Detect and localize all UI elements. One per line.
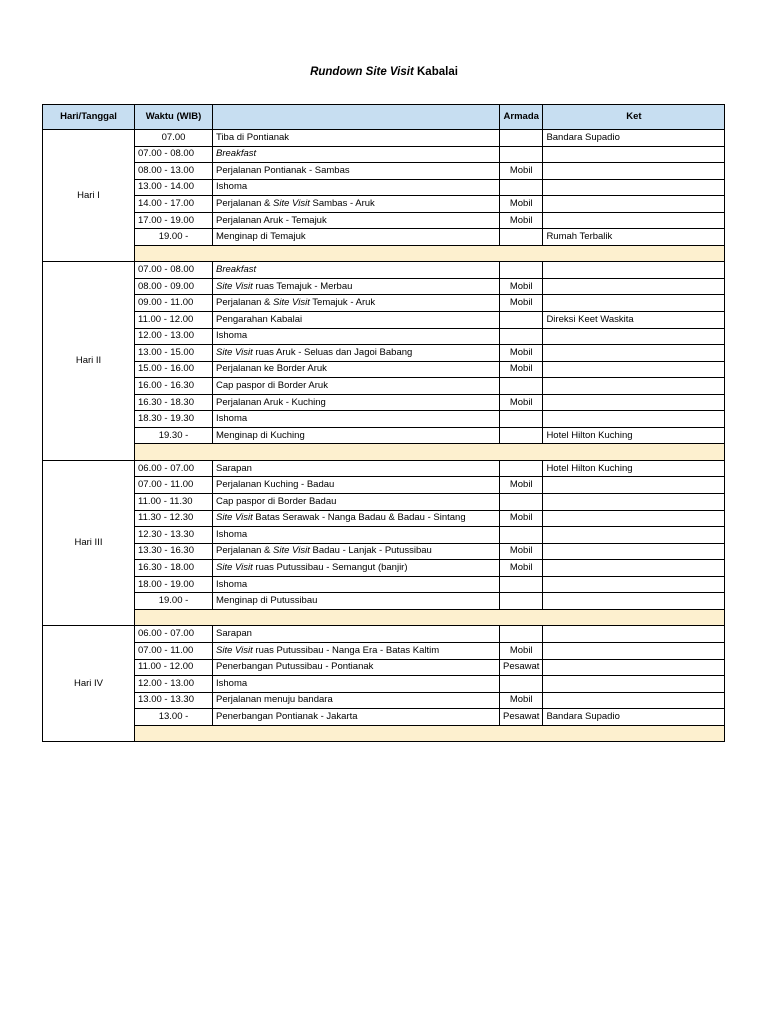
armada-cell (500, 411, 543, 428)
armada-cell (500, 494, 543, 511)
header-armada: Armada (500, 105, 543, 130)
ket-cell (543, 626, 725, 643)
ket-cell (543, 262, 725, 279)
time-cell: 14.00 - 17.00 (135, 196, 213, 213)
time-cell: 16.30 - 18.30 (135, 394, 213, 411)
armada-cell: Mobil (500, 295, 543, 312)
schedule-row (43, 411, 725, 428)
armada-cell: Mobil (500, 642, 543, 659)
schedule-row (43, 576, 725, 593)
activity-text: Perjalanan & (216, 197, 274, 209)
activity-cell (213, 560, 500, 577)
activity-text: Site Visit (273, 545, 310, 557)
ket-cell (543, 378, 725, 395)
time-cell: 08.00 - 13.00 (135, 163, 213, 180)
activity-text: Perjalanan & (216, 545, 274, 557)
schedule-row (43, 692, 725, 709)
ket-cell: Hotel Hilton Kuching (543, 460, 725, 477)
armada-cell: Mobil (500, 394, 543, 411)
activity-text: Site Visit (216, 280, 253, 292)
time-cell: 13.00 - 15.00 (135, 345, 213, 362)
ket-cell (543, 196, 725, 213)
activity-cell (213, 427, 500, 444)
activity-cell (213, 411, 500, 428)
activity-text: Ishoma (216, 413, 248, 425)
time-cell: 07.00 - 08.00 (135, 146, 213, 163)
header-row (43, 105, 725, 130)
time-cell: 06.00 - 07.00 (135, 626, 213, 643)
time-cell: 07.00 - 11.00 (135, 477, 213, 494)
armada-cell: Mobil (500, 510, 543, 527)
time-cell: 11.00 - 11.30 (135, 494, 213, 511)
armada-cell (500, 427, 543, 444)
time-cell: 19.30 - (135, 427, 213, 444)
time-cell: 18.00 - 19.00 (135, 576, 213, 593)
ket-cell: Bandara Supadio (543, 130, 725, 147)
activity-text: Breakfast (216, 148, 257, 160)
activity-text: Site Visit (216, 561, 253, 573)
ket-cell (543, 543, 725, 560)
activity-text: Site Visit (216, 346, 253, 358)
ket-cell (543, 163, 725, 180)
schedule-row (43, 494, 725, 511)
armada-cell (500, 593, 543, 610)
header-activity (213, 105, 500, 130)
activity-text: Ishoma (216, 677, 248, 689)
armada-cell (500, 146, 543, 163)
time-cell: 11.00 - 12.00 (135, 659, 213, 676)
time-cell: 06.00 - 07.00 (135, 460, 213, 477)
ket-cell: Hotel Hilton Kuching (543, 427, 725, 444)
activity-text: Perjalanan Aruk - Kuching (216, 396, 326, 408)
armada-cell (500, 576, 543, 593)
schedule-row (43, 312, 725, 329)
activity-text: Site Visit (273, 297, 310, 309)
activity-cell (213, 494, 500, 511)
activity-cell (213, 676, 500, 693)
armada-cell: Pesawat (500, 709, 543, 726)
armada-cell: Mobil (500, 560, 543, 577)
armada-cell (500, 378, 543, 395)
activity-cell (213, 196, 500, 213)
armada-cell: Mobil (500, 196, 543, 213)
activity-cell (213, 659, 500, 676)
armada-cell (500, 262, 543, 279)
day-separator-row (43, 725, 725, 742)
time-cell: 08.00 - 09.00 (135, 278, 213, 295)
header-day: Hari/Tanggal (43, 105, 135, 130)
time-cell: 11.30 - 12.30 (135, 510, 213, 527)
time-cell: 18.30 - 19.30 (135, 411, 213, 428)
time-cell: 16.30 - 18.00 (135, 560, 213, 577)
schedule-row (43, 427, 725, 444)
activity-cell (213, 510, 500, 527)
activity-text: Tiba di Pontianak (216, 131, 290, 143)
activity-text: Ishoma (216, 528, 248, 540)
activity-cell (213, 692, 500, 709)
schedule-row (43, 659, 725, 676)
activity-text: Ishoma (216, 181, 248, 193)
schedule-row (43, 394, 725, 411)
activity-cell (213, 179, 500, 196)
activity-cell (213, 361, 500, 378)
activity-cell (213, 278, 500, 295)
schedule-row (43, 361, 725, 378)
day-label: Hari III (43, 460, 135, 625)
ket-cell (543, 560, 725, 577)
ket-cell (543, 527, 725, 544)
armada-cell: Mobil (500, 361, 543, 378)
schedule-row (43, 593, 725, 610)
activity-cell (213, 593, 500, 610)
activity-text: Pengarahan Kabalai (216, 313, 303, 325)
day-separator (135, 609, 725, 626)
activity-text: Menginap di Kuching (216, 429, 305, 441)
schedule-row (43, 295, 725, 312)
time-cell: 15.00 - 16.00 (135, 361, 213, 378)
activity-cell (213, 626, 500, 643)
schedule-row (43, 527, 725, 544)
schedule-row (43, 676, 725, 693)
schedule-row (43, 709, 725, 726)
activity-cell (213, 212, 500, 229)
schedule-row (43, 130, 725, 147)
day-separator (135, 725, 725, 742)
day-label: Hari IV (43, 626, 135, 742)
schedule-row (43, 163, 725, 180)
activity-cell (213, 394, 500, 411)
schedule-row (43, 560, 725, 577)
ket-cell (543, 146, 725, 163)
armada-cell (500, 527, 543, 544)
time-cell: 07.00 - 11.00 (135, 642, 213, 659)
activity-text: Perjalanan Aruk - Temajuk (216, 214, 327, 226)
activity-cell (213, 576, 500, 593)
schedule-row (43, 146, 725, 163)
schedule-row (43, 460, 725, 477)
schedule-row (43, 196, 725, 213)
activity-text: Perjalanan Pontianak - Sambas (216, 164, 350, 176)
header-time: Waktu (WIB) (135, 105, 213, 130)
armada-cell: Mobil (500, 278, 543, 295)
time-cell: 13.00 - 14.00 (135, 179, 213, 196)
schedule-row (43, 179, 725, 196)
ket-cell: Direksi Keet Waskita (543, 312, 725, 329)
time-cell: 19.00 - (135, 229, 213, 246)
ket-cell (543, 642, 725, 659)
activity-text: Sambas - Aruk (309, 197, 375, 209)
armada-cell: Mobil (500, 477, 543, 494)
day-separator-row (43, 609, 725, 626)
ket-cell (543, 345, 725, 362)
time-cell: 16.00 - 16.30 (135, 378, 213, 395)
schedule-row (43, 262, 725, 279)
page-title (0, 66, 768, 78)
header-ket: Ket (543, 105, 725, 130)
activity-text: Menginap di Putussibau (216, 595, 318, 607)
activity-cell (213, 146, 500, 163)
activity-text: Perjalanan & (216, 297, 274, 309)
time-cell: 13.00 - (135, 709, 213, 726)
activity-text: Sarapan (216, 628, 252, 640)
activity-text: Site Visit (216, 644, 253, 656)
time-cell: 12.00 - 13.00 (135, 328, 213, 345)
armada-cell: Mobil (500, 212, 543, 229)
armada-cell (500, 130, 543, 147)
schedule-row (43, 543, 725, 560)
title-italic: Rundown Site Visit (310, 66, 414, 78)
activity-text: ruas Aruk - Seluas dan Jagoi Babang (252, 346, 413, 358)
time-cell: 07.00 - 08.00 (135, 262, 213, 279)
schedule-row (43, 212, 725, 229)
activity-text: Cap paspor di Border Badau (216, 495, 337, 507)
activity-text: Cap paspor di Border Aruk (216, 379, 328, 391)
activity-text: Ishoma (216, 330, 248, 342)
rundown-table (42, 104, 725, 742)
day-separator-row (43, 245, 725, 262)
time-cell: 12.00 - 13.00 (135, 676, 213, 693)
schedule-row (43, 477, 725, 494)
time-cell: 12.30 - 13.30 (135, 527, 213, 544)
armada-cell: Mobil (500, 345, 543, 362)
time-cell: 09.00 - 11.00 (135, 295, 213, 312)
activity-text: Badau - Lanjak - Putussibau (309, 545, 432, 557)
ket-cell (543, 328, 725, 345)
activity-text: Site Visit (216, 512, 253, 524)
activity-text: Perjalanan menuju bandara (216, 694, 333, 706)
activity-cell (213, 642, 500, 659)
day-label: Hari I (43, 130, 135, 262)
ket-cell (543, 659, 725, 676)
time-cell: 17.00 - 19.00 (135, 212, 213, 229)
armada-cell: Mobil (500, 163, 543, 180)
activity-text: ruas Putussibau - Nanga Era - Batas Kaltim (252, 644, 440, 656)
ket-cell (543, 576, 725, 593)
day-separator-row (43, 444, 725, 461)
day-label: Hari II (43, 262, 135, 461)
activity-text: Ishoma (216, 578, 248, 590)
schedule-row (43, 328, 725, 345)
activity-cell (213, 163, 500, 180)
ket-cell (543, 692, 725, 709)
day-separator (135, 444, 725, 461)
activity-text: Sarapan (216, 462, 252, 474)
activity-text: Perjalanan ke Border Aruk (216, 363, 327, 375)
activity-text: Site Visit (273, 197, 310, 209)
activity-cell (213, 295, 500, 312)
armada-cell (500, 328, 543, 345)
schedule-row (43, 345, 725, 362)
activity-cell (213, 477, 500, 494)
armada-cell: Mobil (500, 543, 543, 560)
time-cell: 19.00 - (135, 593, 213, 610)
activity-text: Breakfast (216, 264, 257, 276)
armada-cell (500, 229, 543, 246)
schedule-row (43, 510, 725, 527)
armada-cell (500, 312, 543, 329)
armada-cell (500, 460, 543, 477)
activity-cell (213, 229, 500, 246)
activity-cell (213, 130, 500, 147)
schedule-row (43, 378, 725, 395)
armada-cell (500, 626, 543, 643)
activity-cell (213, 345, 500, 362)
activity-text: Perjalanan Kuching - Badau (216, 479, 335, 491)
activity-text: ruas Putussibau - Semangut (banjir) (252, 561, 408, 573)
activity-text: Penerbangan Pontianak - Jakarta (216, 710, 358, 722)
ket-cell (543, 394, 725, 411)
ket-cell (543, 676, 725, 693)
day-separator (135, 245, 725, 262)
rundown-body (43, 130, 725, 742)
armada-cell: Mobil (500, 692, 543, 709)
activity-cell (213, 527, 500, 544)
activity-text: Batas Serawak - Nanga Badau & Badau - Sintang (252, 512, 466, 524)
activity-cell (213, 543, 500, 560)
activity-cell (213, 378, 500, 395)
ket-cell (543, 510, 725, 527)
time-cell: 11.00 - 12.00 (135, 312, 213, 329)
ket-cell: Rumah Terbalik (543, 229, 725, 246)
title-rest: Kabalai (417, 66, 458, 78)
schedule-row (43, 626, 725, 643)
ket-cell (543, 295, 725, 312)
ket-cell (543, 278, 725, 295)
ket-cell: Bandara Supadio (543, 709, 725, 726)
schedule-row (43, 229, 725, 246)
activity-cell (213, 312, 500, 329)
ket-cell (543, 494, 725, 511)
activity-cell (213, 709, 500, 726)
activity-text: Penerbangan Putussibau - Pontianak (216, 661, 374, 673)
time-cell: 13.30 - 16.30 (135, 543, 213, 560)
schedule-row (43, 642, 725, 659)
time-cell: 07.00 (135, 130, 213, 147)
activity-text: Temajuk - Aruk (309, 297, 376, 309)
armada-cell (500, 179, 543, 196)
ket-cell (543, 593, 725, 610)
activity-cell (213, 328, 500, 345)
schedule-row (43, 278, 725, 295)
time-cell: 13.00 - 13.30 (135, 692, 213, 709)
ket-cell (543, 361, 725, 378)
armada-cell (500, 676, 543, 693)
armada-cell: Pesawat (500, 659, 543, 676)
activity-text: Menginap di Temajuk (216, 231, 306, 243)
activity-cell (213, 262, 500, 279)
activity-text: ruas Temajuk - Merbau (252, 280, 353, 292)
ket-cell (543, 477, 725, 494)
ket-cell (543, 212, 725, 229)
ket-cell (543, 179, 725, 196)
activity-cell (213, 460, 500, 477)
ket-cell (543, 411, 725, 428)
